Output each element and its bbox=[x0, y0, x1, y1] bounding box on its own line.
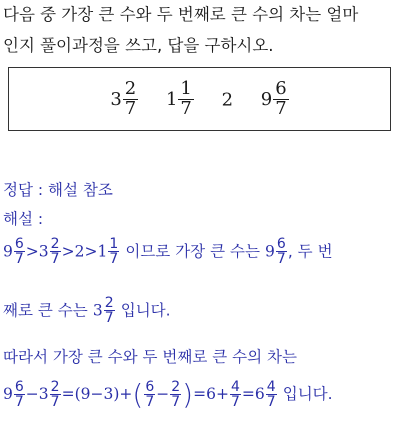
denominator: 7 bbox=[124, 97, 137, 119]
number-mixed-3 bbox=[261, 80, 289, 119]
numerator: 6 bbox=[275, 78, 287, 99]
inequality-line: 9 $\frac{6}{7}$ >3 $\frac{2}{7}$ >2>1 $\frac{1}{7}$ 이므로 가장 큰 수는 9 $\frac{6}{7}$ , 두 번 bbox=[3, 236, 333, 268]
explanation-label: 해설 : bbox=[3, 210, 44, 228]
whole-part: 9 bbox=[260, 88, 273, 110]
whole-part: 1 bbox=[165, 88, 178, 110]
whole-part: 2 bbox=[221, 89, 234, 111]
final-computation: 9 $\frac{6}{7}$ −3 $\frac{2}{7}$ =(9−3)+( $\frac{6}{7}$ − $\frac{2}{7}$ )=6+ $\frac{4}{7}$ =6 $\frac{4}{7}$ 입니다. bbox=[3, 378, 333, 411]
question-line-1: 다음 중 가장 큰 수와 두 번째로 큰 수의 차는 얼마 bbox=[3, 5, 359, 24]
numbers-box bbox=[8, 67, 391, 131]
numerator: 2 bbox=[124, 78, 137, 99]
number-mixed-2 bbox=[166, 80, 194, 119]
fraction bbox=[273, 80, 288, 119]
fraction bbox=[178, 80, 193, 119]
number-integer bbox=[222, 89, 233, 111]
numbers-row bbox=[9, 80, 390, 119]
denominator: 7 bbox=[275, 97, 287, 119]
question-line-2: 인지 풀이과정을 쓰고, 답을 구하시오. bbox=[3, 36, 274, 55]
answer-label: 정답 : 해설 참조 bbox=[3, 181, 113, 199]
number-mixed-1 bbox=[110, 80, 138, 119]
numerator: 1 bbox=[180, 78, 192, 99]
second-largest-line: 째로 큰 수는 3 $\frac{2}{7}$ 입니다. bbox=[3, 295, 171, 327]
whole-part: 3 bbox=[110, 88, 122, 110]
difference-line: 따라서 가장 큰 수와 두 번째로 큰 수의 차는 bbox=[3, 348, 297, 366]
fraction bbox=[123, 80, 138, 119]
denominator: 7 bbox=[180, 97, 192, 119]
